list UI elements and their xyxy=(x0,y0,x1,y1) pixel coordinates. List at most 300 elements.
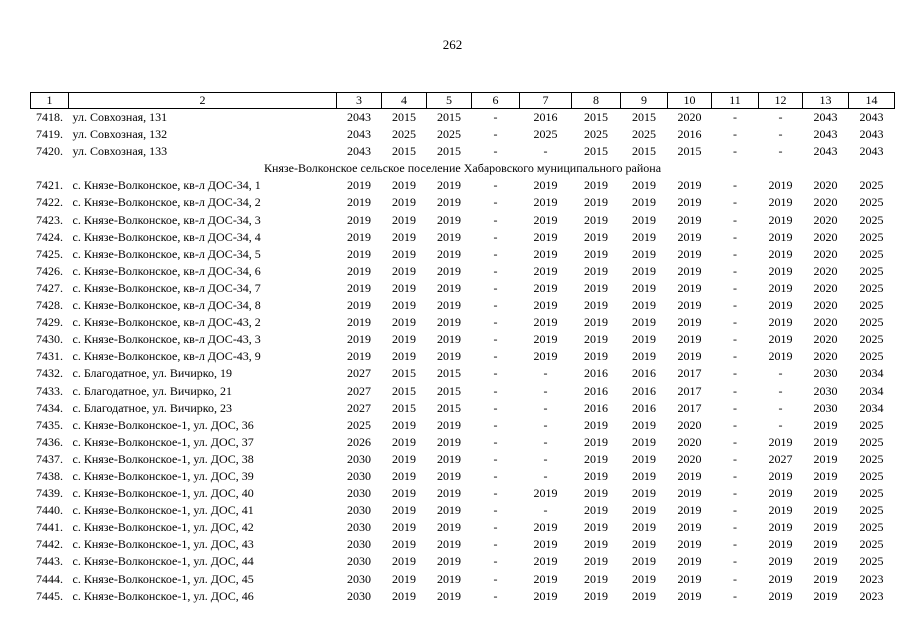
year-cell: 2027 xyxy=(347,383,371,398)
year-cell: 2019 xyxy=(632,588,656,603)
year-cell: 2019 xyxy=(347,263,371,278)
year-cell: 2019 xyxy=(437,571,461,586)
year-cell: 2019 xyxy=(437,503,461,518)
year-cell: 2019 xyxy=(392,263,416,278)
year-cell: 2019 xyxy=(677,195,702,210)
year-cell: 2025 xyxy=(859,434,884,449)
year-cell: 2015 xyxy=(584,110,608,124)
year-cell: 2025 xyxy=(859,229,884,244)
year-cell: 2019 xyxy=(632,486,656,501)
year-cell: 2019 xyxy=(677,349,702,364)
year-cell: 2019 xyxy=(768,229,793,244)
year-cell: 2019 xyxy=(392,503,416,518)
year-cell: 2019 xyxy=(392,349,416,364)
year-cell: - xyxy=(493,451,498,466)
year-cell: 2025 xyxy=(859,212,884,227)
row-number: 7438. xyxy=(36,468,63,483)
row-number: 7421. xyxy=(36,178,63,193)
year-cell: 2025 xyxy=(859,263,884,278)
table-row xyxy=(31,263,895,280)
year-cell: - xyxy=(493,144,498,159)
header-cell: 3 xyxy=(337,93,382,109)
address-cell: с. Князе-Волконское-1, ул. ДОС, 43 xyxy=(72,537,254,552)
year-cell: 2019 xyxy=(584,349,608,364)
year-cell: 2019 xyxy=(392,315,416,330)
year-cell: 2016 xyxy=(632,366,656,381)
year-cell: 2015 xyxy=(392,144,416,159)
year-cell: 2019 xyxy=(437,315,461,330)
year-cell: 2019 xyxy=(347,298,371,313)
year-cell: - xyxy=(733,212,737,227)
row-number: 7431. xyxy=(36,349,63,364)
address-cell: ул. Совхозная, 131 xyxy=(72,110,168,124)
year-cell: 2019 xyxy=(813,486,838,501)
address-cell: с. Князе-Волконское-1, ул. ДОС, 39 xyxy=(72,468,254,483)
year-cell: - xyxy=(543,434,548,449)
year-cell: - xyxy=(493,366,498,381)
year-cell: 2019 xyxy=(813,571,838,586)
row-number: 7426. xyxy=(36,263,63,278)
year-cell: 2025 xyxy=(859,178,884,193)
year-cell: 2019 xyxy=(392,212,416,227)
year-cell: - xyxy=(733,144,737,159)
year-cell: - xyxy=(733,400,737,415)
year-cell: 2019 xyxy=(347,349,371,364)
year-cell: 2016 xyxy=(584,400,608,415)
year-cell: 2019 xyxy=(632,503,656,518)
year-cell: 2019 xyxy=(677,554,702,569)
year-cell: - xyxy=(778,127,783,142)
header-cell: 4 xyxy=(382,93,427,109)
year-cell: 2025 xyxy=(859,349,884,364)
year-cell: - xyxy=(493,195,498,210)
year-cell: - xyxy=(733,110,737,124)
row-number: 7428. xyxy=(36,298,63,313)
header-cell: 9 xyxy=(621,93,668,109)
year-cell: 2025 xyxy=(859,520,884,535)
year-cell: - xyxy=(778,400,783,415)
year-cell: 2019 xyxy=(677,212,702,227)
year-cell: 2020 xyxy=(813,332,838,347)
row-number: 7418. xyxy=(36,110,63,124)
year-cell: 2019 xyxy=(632,349,656,364)
row-number: 7425. xyxy=(36,246,63,261)
year-cell: - xyxy=(493,383,498,398)
year-cell: 2019 xyxy=(347,195,371,210)
year-cell: 2019 xyxy=(677,315,702,330)
year-cell: - xyxy=(493,571,498,586)
table-body xyxy=(31,109,895,605)
year-cell: - xyxy=(733,229,737,244)
year-cell: 2019 xyxy=(632,554,656,569)
year-cell: - xyxy=(778,417,783,432)
year-cell: 2016 xyxy=(632,383,656,398)
year-cell: 2019 xyxy=(677,298,702,313)
year-cell: 2019 xyxy=(392,298,416,313)
year-cell: 2043 xyxy=(859,144,884,159)
year-cell: 2025 xyxy=(533,127,558,142)
year-cell: 2019 xyxy=(677,229,702,244)
year-cell: - xyxy=(493,349,498,364)
year-cell: 2019 xyxy=(632,246,656,261)
year-cell: - xyxy=(778,110,783,124)
year-cell: 2019 xyxy=(437,417,461,432)
year-cell: - xyxy=(543,503,548,518)
year-cell: 2025 xyxy=(859,246,884,261)
year-cell: 2020 xyxy=(677,434,702,449)
year-cell: 2019 xyxy=(533,315,558,330)
year-cell: 2019 xyxy=(768,332,793,347)
year-cell: 2019 xyxy=(437,468,461,483)
row-number: 7441. xyxy=(36,520,63,535)
year-cell: 2019 xyxy=(677,520,702,535)
header-cell: 10 xyxy=(668,93,712,109)
year-cell: 2019 xyxy=(392,520,416,535)
year-cell: 2019 xyxy=(677,571,702,586)
year-cell: 2025 xyxy=(859,537,884,552)
year-cell: 2019 xyxy=(768,434,793,449)
year-cell: - xyxy=(733,178,737,193)
year-cell: 2030 xyxy=(347,503,371,518)
year-cell: 2030 xyxy=(813,366,838,381)
year-cell: 2020 xyxy=(813,246,838,261)
address-cell: с. Князе-Волконское, кв-л ДОС-34, 5 xyxy=(72,246,261,261)
year-cell: 2019 xyxy=(768,212,793,227)
year-cell: - xyxy=(733,434,737,449)
year-cell: 2019 xyxy=(632,451,656,466)
year-cell: - xyxy=(733,195,737,210)
year-cell: - xyxy=(733,503,737,518)
year-cell: 2019 xyxy=(813,468,838,483)
header-cell: 8 xyxy=(572,93,621,109)
year-cell: 2020 xyxy=(813,298,838,313)
year-cell: 2019 xyxy=(347,212,371,227)
year-cell: 2019 xyxy=(584,571,608,586)
year-cell: - xyxy=(733,349,737,364)
year-cell: 2019 xyxy=(392,451,416,466)
table-row xyxy=(31,365,895,382)
year-cell: 2019 xyxy=(584,229,608,244)
row-number: 7434. xyxy=(36,400,63,415)
year-cell: 2019 xyxy=(632,195,656,210)
year-cell: 2019 xyxy=(392,195,416,210)
year-cell: 2017 xyxy=(677,400,702,415)
address-cell: с. Князе-Волконское, кв-л ДОС-43, 9 xyxy=(72,349,261,364)
year-cell: 2019 xyxy=(584,434,608,449)
year-cell: 2019 xyxy=(768,503,793,518)
year-cell: 2019 xyxy=(437,332,461,347)
year-cell: 2019 xyxy=(632,178,656,193)
year-cell: - xyxy=(493,503,498,518)
year-cell: 2030 xyxy=(347,588,371,603)
year-cell: 2019 xyxy=(533,332,558,347)
year-cell: 2030 xyxy=(347,520,371,535)
year-cell: 2020 xyxy=(813,195,838,210)
year-cell: 2019 xyxy=(347,178,371,193)
year-cell: 2019 xyxy=(392,332,416,347)
year-cell: 2019 xyxy=(768,298,793,313)
year-cell: 2020 xyxy=(677,451,702,466)
table-row xyxy=(31,348,895,365)
year-cell: 2027 xyxy=(768,451,793,466)
year-cell: 2030 xyxy=(347,537,371,552)
year-cell: 2019 xyxy=(437,298,461,313)
year-cell: 2019 xyxy=(768,571,793,586)
year-cell: 2030 xyxy=(813,400,838,415)
row-number: 7433. xyxy=(36,383,63,398)
year-cell: 2019 xyxy=(813,588,838,603)
year-cell: 2030 xyxy=(813,383,838,398)
table-row xyxy=(31,571,895,588)
year-cell: 2025 xyxy=(859,503,884,518)
year-cell: 2019 xyxy=(768,468,793,483)
table-row xyxy=(31,143,895,160)
year-cell: 2019 xyxy=(813,503,838,518)
year-cell: 2015 xyxy=(437,366,461,381)
row-number: 7440. xyxy=(36,503,63,518)
header-cell: 1 xyxy=(31,93,69,109)
table-row xyxy=(31,383,895,400)
year-cell: 2020 xyxy=(813,315,838,330)
year-cell: 2020 xyxy=(813,263,838,278)
year-cell: - xyxy=(543,144,548,159)
year-cell: 2019 xyxy=(437,178,461,193)
row-number: 7443. xyxy=(36,554,63,569)
year-cell: 2019 xyxy=(584,263,608,278)
year-cell: 2015 xyxy=(392,366,416,381)
year-cell: 2019 xyxy=(533,486,558,501)
year-cell: 2019 xyxy=(632,417,656,432)
year-cell: 2019 xyxy=(584,298,608,313)
year-cell: 2019 xyxy=(813,537,838,552)
year-cell: 2017 xyxy=(677,383,702,398)
year-cell: 2019 xyxy=(392,246,416,261)
year-cell: 2016 xyxy=(533,110,558,124)
year-cell: 2025 xyxy=(859,468,884,483)
year-cell: - xyxy=(733,246,737,261)
year-cell: 2030 xyxy=(347,554,371,569)
year-cell: 2019 xyxy=(437,520,461,535)
year-cell: 2015 xyxy=(392,400,416,415)
year-cell: - xyxy=(493,468,498,483)
year-cell: 2019 xyxy=(584,451,608,466)
year-cell: 2019 xyxy=(533,298,558,313)
year-cell: 2025 xyxy=(392,127,416,142)
row-number: 7423. xyxy=(36,212,63,227)
table-row xyxy=(31,280,895,297)
row-number: 7435. xyxy=(36,417,63,432)
year-cell: - xyxy=(778,366,783,381)
year-cell: 2019 xyxy=(768,195,793,210)
table-row xyxy=(31,297,895,314)
year-cell: 2019 xyxy=(632,537,656,552)
year-cell: 2019 xyxy=(584,315,608,330)
year-cell: 2020 xyxy=(813,349,838,364)
year-cell: 2019 xyxy=(632,280,656,295)
address-cell: с. Князе-Волконское-1, ул. ДОС, 42 xyxy=(72,520,254,535)
year-cell: - xyxy=(493,486,498,501)
year-cell: 2019 xyxy=(632,520,656,535)
year-cell: 2019 xyxy=(632,434,656,449)
year-cell: 2019 xyxy=(392,537,416,552)
year-cell: 2020 xyxy=(813,212,838,227)
year-cell: - xyxy=(543,468,548,483)
table-row xyxy=(31,434,895,451)
year-cell: 2025 xyxy=(859,451,884,466)
year-cell: 2019 xyxy=(533,246,558,261)
row-number: 7419. xyxy=(36,127,63,142)
year-cell: 2019 xyxy=(632,332,656,347)
year-cell: 2019 xyxy=(584,332,608,347)
address-cell: с. Князе-Волконское, кв-л ДОС-34, 1 xyxy=(72,178,261,193)
section-row xyxy=(31,160,895,177)
year-cell: 2019 xyxy=(437,588,461,603)
year-cell: 2019 xyxy=(677,588,702,603)
table-row xyxy=(31,126,895,143)
year-cell: - xyxy=(493,434,498,449)
year-cell: 2015 xyxy=(437,383,461,398)
year-cell: 2019 xyxy=(347,315,371,330)
year-cell: 2019 xyxy=(813,434,838,449)
year-cell: 2025 xyxy=(584,127,608,142)
table-row xyxy=(31,536,895,553)
table-row xyxy=(31,177,895,194)
year-cell: 2019 xyxy=(677,486,702,501)
year-cell: 2015 xyxy=(632,144,656,159)
year-cell: 2019 xyxy=(677,280,702,295)
year-cell: - xyxy=(543,400,548,415)
header-row xyxy=(31,93,895,109)
year-cell: 2019 xyxy=(437,434,461,449)
year-cell: 2019 xyxy=(533,178,558,193)
year-cell: 2019 xyxy=(347,229,371,244)
year-cell: 2019 xyxy=(677,537,702,552)
year-cell: 2019 xyxy=(584,537,608,552)
year-cell: 2019 xyxy=(768,263,793,278)
year-cell: 2019 xyxy=(768,554,793,569)
year-cell: 2020 xyxy=(813,280,838,295)
year-cell: 2043 xyxy=(347,110,371,124)
row-number: 7430. xyxy=(36,332,63,347)
year-cell: 2027 xyxy=(347,366,371,381)
row-number: 7429. xyxy=(36,315,63,330)
address-cell: с. Князе-Волконское-1, ул. ДОС, 36 xyxy=(72,417,254,432)
year-cell: 2019 xyxy=(533,588,558,603)
address-cell: с. Князе-Волконское-1, ул. ДОС, 37 xyxy=(72,434,254,449)
address-cell: с. Благодатное, ул. Вичирко, 19 xyxy=(72,366,232,381)
year-cell: 2020 xyxy=(677,417,702,432)
address-cell: с. Благодатное, ул. Вичирко, 21 xyxy=(72,383,232,398)
year-cell: 2019 xyxy=(768,520,793,535)
year-cell: 2019 xyxy=(768,588,793,603)
year-cell: 2019 xyxy=(584,468,608,483)
year-cell: 2025 xyxy=(859,195,884,210)
table-row xyxy=(31,331,895,348)
year-cell: 2025 xyxy=(347,417,371,432)
address-cell: ул. Совхозная, 132 xyxy=(72,127,168,142)
year-cell: 2016 xyxy=(584,366,608,381)
year-cell: 2019 xyxy=(392,588,416,603)
year-cell: 2019 xyxy=(584,195,608,210)
year-cell: 2019 xyxy=(392,486,416,501)
year-cell: - xyxy=(493,537,498,552)
year-cell: - xyxy=(493,315,498,330)
year-cell: 2020 xyxy=(813,229,838,244)
year-cell: 2019 xyxy=(533,212,558,227)
year-cell: - xyxy=(733,332,737,347)
table-row xyxy=(31,588,895,605)
year-cell: - xyxy=(543,417,548,432)
year-cell: 2043 xyxy=(347,127,371,142)
year-cell: 2034 xyxy=(859,383,884,398)
year-cell: 2043 xyxy=(813,144,838,159)
header-cell: 2 xyxy=(69,93,337,109)
table-row xyxy=(31,246,895,263)
year-cell: 2025 xyxy=(632,127,656,142)
year-cell: 2019 xyxy=(533,263,558,278)
year-cell: 2030 xyxy=(347,451,371,466)
year-cell: 2020 xyxy=(813,178,838,193)
year-cell: 2019 xyxy=(392,178,416,193)
row-number: 7439. xyxy=(36,486,63,501)
year-cell: 2019 xyxy=(533,349,558,364)
year-cell: 2030 xyxy=(347,468,371,483)
year-cell: - xyxy=(733,554,737,569)
year-cell: 2015 xyxy=(437,110,461,124)
address-cell: с. Князе-Волконское, кв-л ДОС-34, 2 xyxy=(72,195,261,210)
header-cell: 6 xyxy=(472,93,520,109)
year-cell: 2019 xyxy=(437,537,461,552)
year-cell: 2016 xyxy=(677,127,702,142)
year-cell: 2015 xyxy=(584,144,608,159)
year-cell: 2025 xyxy=(859,554,884,569)
table-row xyxy=(31,553,895,570)
year-cell: 2019 xyxy=(768,315,793,330)
year-cell: 2023 xyxy=(859,571,884,586)
year-cell: - xyxy=(493,263,498,278)
address-cell: с. Князе-Волконское, кв-л ДОС-34, 6 xyxy=(72,263,261,278)
address-cell: с. Князе-Волконское-1, ул. ДОС, 40 xyxy=(72,486,254,501)
year-cell: - xyxy=(493,229,498,244)
year-cell: - xyxy=(493,212,498,227)
year-cell: 2019 xyxy=(584,178,608,193)
address-cell: с. Князе-Волконское-1, ул. ДОС, 45 xyxy=(72,571,254,586)
year-cell: 2019 xyxy=(632,212,656,227)
header-cell: 7 xyxy=(520,93,572,109)
year-cell: 2019 xyxy=(768,349,793,364)
year-cell: - xyxy=(733,315,737,330)
year-cell: 2019 xyxy=(392,571,416,586)
header-cell: 5 xyxy=(427,93,472,109)
year-cell: - xyxy=(733,383,737,398)
address-cell: с. Князе-Волконское, кв-л ДОС-43, 3 xyxy=(72,332,261,347)
table-row xyxy=(31,194,895,211)
year-cell: 2019 xyxy=(584,212,608,227)
row-number: 7427. xyxy=(36,280,63,295)
year-cell: 2019 xyxy=(768,486,793,501)
address-cell: с. Князе-Волконское, кв-л ДОС-34, 3 xyxy=(72,212,261,227)
year-cell: 2025 xyxy=(859,298,884,313)
year-cell: 2019 xyxy=(347,280,371,295)
year-cell: - xyxy=(733,537,737,552)
data-table xyxy=(30,92,895,605)
year-cell: 2043 xyxy=(813,110,838,124)
row-number: 7424. xyxy=(36,229,63,244)
year-cell: 2019 xyxy=(584,280,608,295)
year-cell: 2015 xyxy=(437,144,461,159)
year-cell: 2019 xyxy=(584,417,608,432)
year-cell: 2019 xyxy=(632,315,656,330)
